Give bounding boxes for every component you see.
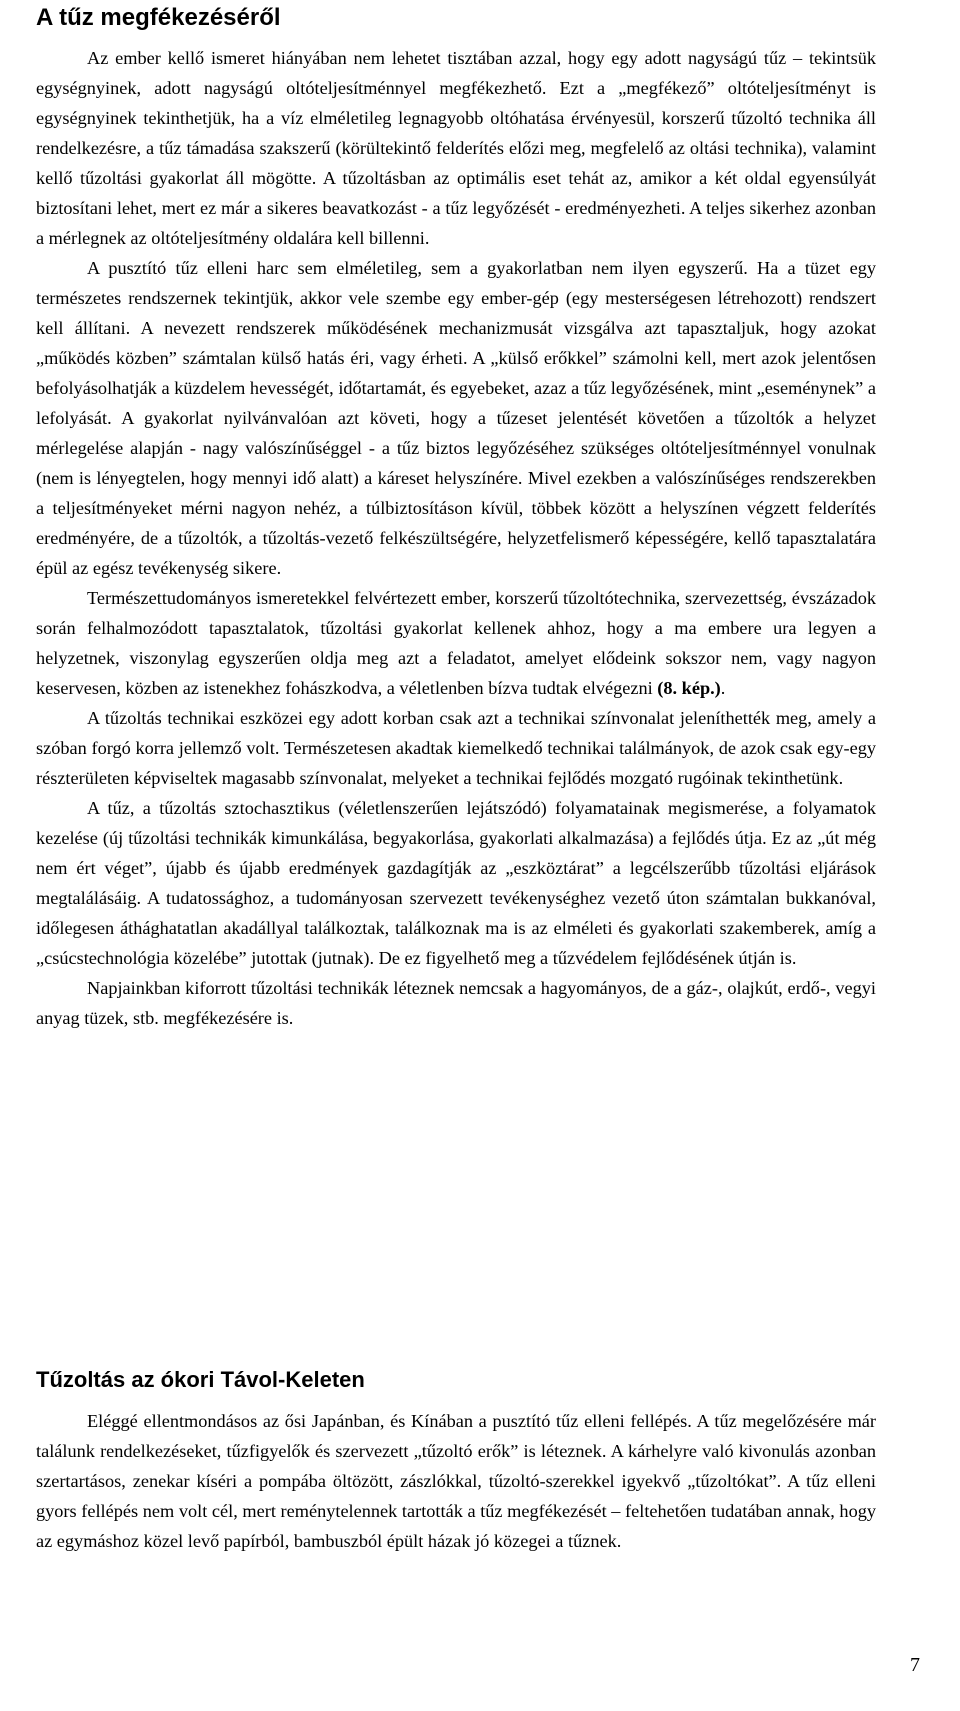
- figure-reference: (8. kép.): [657, 678, 721, 698]
- paragraph-3: [36, 583, 876, 703]
- section-body-fire-suppression: [36, 43, 876, 1033]
- paragraph-4: A tűzoltás technikai eszközei egy adott korban csak azt a technikai színvonalat jeleníthették meg, amely a szóban forgó korra jellemző volt. Természetesen akadtak kiemelkedő technikai találmányok, de azok csak egy-egy részterületen képviseltek magasabb színvonalat, melyeket a technikai fejlődés mozgató rugóinak tekinthetünk.: [36, 708, 876, 788]
- paragraph-2: A pusztító tűz elleni harc sem elméletileg, sem a gyakorlatban nem ilyen egyszerű. Ha a tüzet egy természetes rendszernek tekintjük, akkor vele szembe egy ember-gép (egy mesterségesen létrehozott) rendszert kell állítani. A nevezett rendszerek működésének mechanizmusát vizsgálva azt tapasztaljuk, hogy azokat „működés közben” számtalan külső hatás éri, vagy érheti. A „külső erőkkel” számolni kell, mert azok jelentősen befolyásolhatják a küzdelem hevességét, időtartamát, és egyebeket, azaz a tűz legyőzésének, mint „eseménynek” a lefolyását. A gyakorlat nyilvánvalóan azt követi, hogy a tűzeset jelentését követően a tűzoltók a helyzet mérlegelése alapján - nagy valószínűséggel - a tűz biztos legyőzéséhez szükséges oltóteljesítménnyel vonulnak (nem is lényegtelen, hogy mennyi idő alatt) a káreset helyszínére. Mivel ezekben a valószínűséges rendszerekben a teljesítményeket mérni nagyon nehéz, a túlbiztosításon kívül, többek között a helyszínen végzett felderítés eredményére, de a tűzoltók, a tűzoltás-vezető felkészültségére, helyzetfelismerő képességére, kellő tapasztalatára épül az egész tevékenység sikere.: [36, 258, 876, 578]
- section-body-far-east: [36, 1406, 876, 1556]
- section-heading-far-east: Tűzoltás az ókori Távol-Keleten: [36, 1367, 365, 1392]
- paragraph-3-text: Természettudományos ismeretekkel felvértezett ember, korszerű tűzoltótechnika, szervezettség, évszázadok során felhalmozódott tapasztalatok, tűzoltási gyakorlat kellenek ahhoz, hogy a ma embere ura legyen a helyzetnek, viszonylag egyszerűen oldja meg azt a feladatot, amelyet elődeink sokszor nem, vagy nagyon keservesen, közben az istenekhez fohászkodva, a véletlenben bízva tudtak elvégezni: [36, 588, 876, 698]
- paragraph-1: Az ember kellő ismeret hiányában nem lehetet tisztában azzal, hogy egy adott nagyságú tűz – tekintsük egységnyinek, adott nagyságú oltóteljesítménnyel megfékezhető. Ezt a „megfékező” oltóteljesítményt is egységnyinek tekinthetjük, ha a víz elméletileg legnagyobb oltóhatása érvényesül, korszerű tűzoltó technika áll rendelkezésre, a tűz támadása szakszerű (körültekintő felderítés előzi meg, megfelelő az oltási technika), valamint kellő tűzoltási gyakorlat áll mögötte. A tűzoltásban az optimális eset tehát az, amikor a két oldal egyensúlyát biztosítani lehet, mert ez már a sikeres beavatkozást - a tűz legyőzését - eredményezheti. A teljes sikerhez azonban a mérlegnek az oltóteljesítmény oldalára kell billenni.: [36, 48, 876, 248]
- paragraph-7: Eléggé ellentmondásos az ősi Japánban, és Kínában a pusztító tűz elleni fellépés. A tűz megelőzésére már találunk rendelkezéseket, tűzfigyelők és szervezett „tűzoltó erők” is léteznek. A kárhelyre való kivonulás azonban szertartásos, zenekar kíséri a pompába öltözött, zászlókkal, tűzoltó-szerekkel igyekvő „tűzoltókat”. A tűz elleni gyors fellépés nem volt cél, mert reménytelennek tartották a tűz megfékezését – feltehetően tudatában annak, hogy az egymáshoz közel levő papírból, bambuszból épült házak jó közegei a tűznek.: [36, 1411, 876, 1551]
- paragraph-5: A tűz, a tűzoltás sztochasztikus (véletlenszerűen lejátszódó) folyamatainak megismerése, a folyamatok kezelése (új tűzoltási technikák kimunkálása, begyakorlása, gyakorlati alkalmazása) a fejlődés útja. Ez az „út még nem ért véget”, újabb és újabb eredmények gazdagítják az „eszköztárat” a legcélszerűbb tűzoltási eljárások megtalálásáig. A tudatossághoz, a tudományosan szervezett tevékenységhez vezető úton számtalan bukkanóval, időlegesen áthághatatlan akadállyal találkoztak, találkoznak ma is az elméleti és gyakorlati szakemberek, amíg a „csúcstechnológia közelébe” jutottak (jutnak). De ez figyelhető meg a tűzvédelem fejlődésének útján is.: [36, 798, 876, 968]
- page-number: 7: [910, 1654, 920, 1676]
- paragraph-6: Napjainkban kiforrott tűzoltási technikák léteznek nemcsak a hagyományos, de a gáz-, olajkút, erdő-, vegyi anyag tüzek, stb. megfékezésére is.: [36, 978, 876, 1028]
- paragraph-3-end: .: [720, 678, 726, 698]
- section-heading-fire-suppression: A tűz megfékezéséről: [36, 4, 281, 31]
